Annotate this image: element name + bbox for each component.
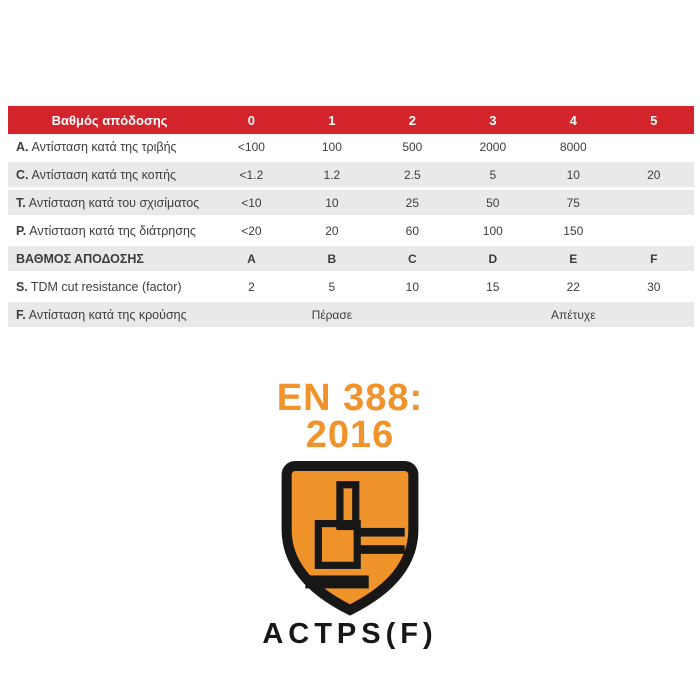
row-label: Αντίσταση κατά του σχισίματος <box>28 195 200 210</box>
cell-value: <20 <box>211 217 291 245</box>
header-level-2: 2 <box>372 106 452 134</box>
row-prefix: F. <box>16 307 26 322</box>
cell-value <box>614 189 694 217</box>
cell-value: 20 <box>292 217 372 245</box>
cell-value: C <box>372 245 452 273</box>
header-level-4: 4 <box>533 106 613 134</box>
cell-value: 30 <box>614 273 694 301</box>
header-performance-label: Βαθμός απόδοσης <box>8 106 211 134</box>
table-row-tear-resistance <box>8 189 694 217</box>
header-level-3: 3 <box>453 106 533 134</box>
table-row-tdm-cut-resistance <box>8 273 694 301</box>
row-prefix: T. <box>16 195 26 210</box>
cell-value: 100 <box>292 134 372 161</box>
cell-value <box>614 217 694 245</box>
standard-title-line1: EN 388: <box>276 377 424 419</box>
row-prefix: A. <box>16 139 29 154</box>
row-prefix: S. <box>16 279 28 294</box>
cell-value: 10 <box>372 273 452 301</box>
cell-value: <100 <box>211 134 291 161</box>
cell-value: <10 <box>211 189 291 217</box>
en388-performance-table <box>8 106 694 330</box>
cell-value: 100 <box>453 217 533 245</box>
cell-value: 10 <box>292 189 372 217</box>
row-label: Αντίσταση κατά της διάτρησης <box>29 223 196 238</box>
cell-value: 2 <box>211 273 291 301</box>
row-label: TDM cut resistance (factor) <box>30 279 182 294</box>
cell-value: E <box>533 245 613 273</box>
cell-value: 8000 <box>533 134 613 161</box>
cell-value: 22 <box>533 273 613 301</box>
table-row-cut-resistance <box>8 161 694 189</box>
performance-rating: ACTPS(F) <box>262 618 438 650</box>
cell-value: 5 <box>453 161 533 189</box>
table-row-puncture-resistance <box>8 217 694 245</box>
header-level-0: 0 <box>211 106 291 134</box>
row-label: Αντίσταση κατά της τριβής <box>31 139 177 154</box>
certification-block <box>0 377 700 651</box>
cell-value: 15 <box>453 273 533 301</box>
cell-value: 10 <box>533 161 613 189</box>
row-prefix: C. <box>16 167 29 182</box>
row-label: Αντίσταση κατά της κρούσης <box>28 307 187 322</box>
cell-value: 50 <box>453 189 533 217</box>
row-label: Αντίσταση κατά της κοπής <box>31 167 177 182</box>
standard-title <box>0 377 700 456</box>
cell-value: 25 <box>372 189 452 217</box>
standard-title-line2: 2016 <box>305 414 395 456</box>
cell-value: 500 <box>372 134 452 161</box>
cell-value: 1.2 <box>292 161 372 189</box>
header-level-5: 5 <box>614 106 694 134</box>
table-row-performance-grade <box>8 245 694 273</box>
cell-value: 5 <box>292 273 372 301</box>
cell-value: D <box>453 245 533 273</box>
cell-value: 150 <box>533 217 613 245</box>
cell-value: A <box>211 245 291 273</box>
cell-value: F <box>614 245 694 273</box>
table-header-row <box>8 106 694 134</box>
cell-value: 2.5 <box>372 161 452 189</box>
table-row-impact-resistance <box>8 301 694 329</box>
header-level-1: 1 <box>292 106 372 134</box>
cell-value: 20 <box>614 161 694 189</box>
impact-pass-cell: Πέρασε <box>211 301 452 329</box>
cell-value: B <box>292 245 372 273</box>
cell-value: <1.2 <box>211 161 291 189</box>
impact-fail-cell: Απέτυχε <box>453 301 694 329</box>
row-label: ΒΑΘΜΟΣ ΑΠΟΔΟΣΗΣ <box>16 251 144 266</box>
cell-value: 2000 <box>453 134 533 161</box>
cell-value <box>614 134 694 161</box>
table-row-abrasion-resistance <box>8 134 694 161</box>
cell-value: 60 <box>372 217 452 245</box>
row-prefix: P. <box>16 223 27 238</box>
mechanical-hazard-shield-icon <box>278 460 422 616</box>
cell-value: 75 <box>533 189 613 217</box>
